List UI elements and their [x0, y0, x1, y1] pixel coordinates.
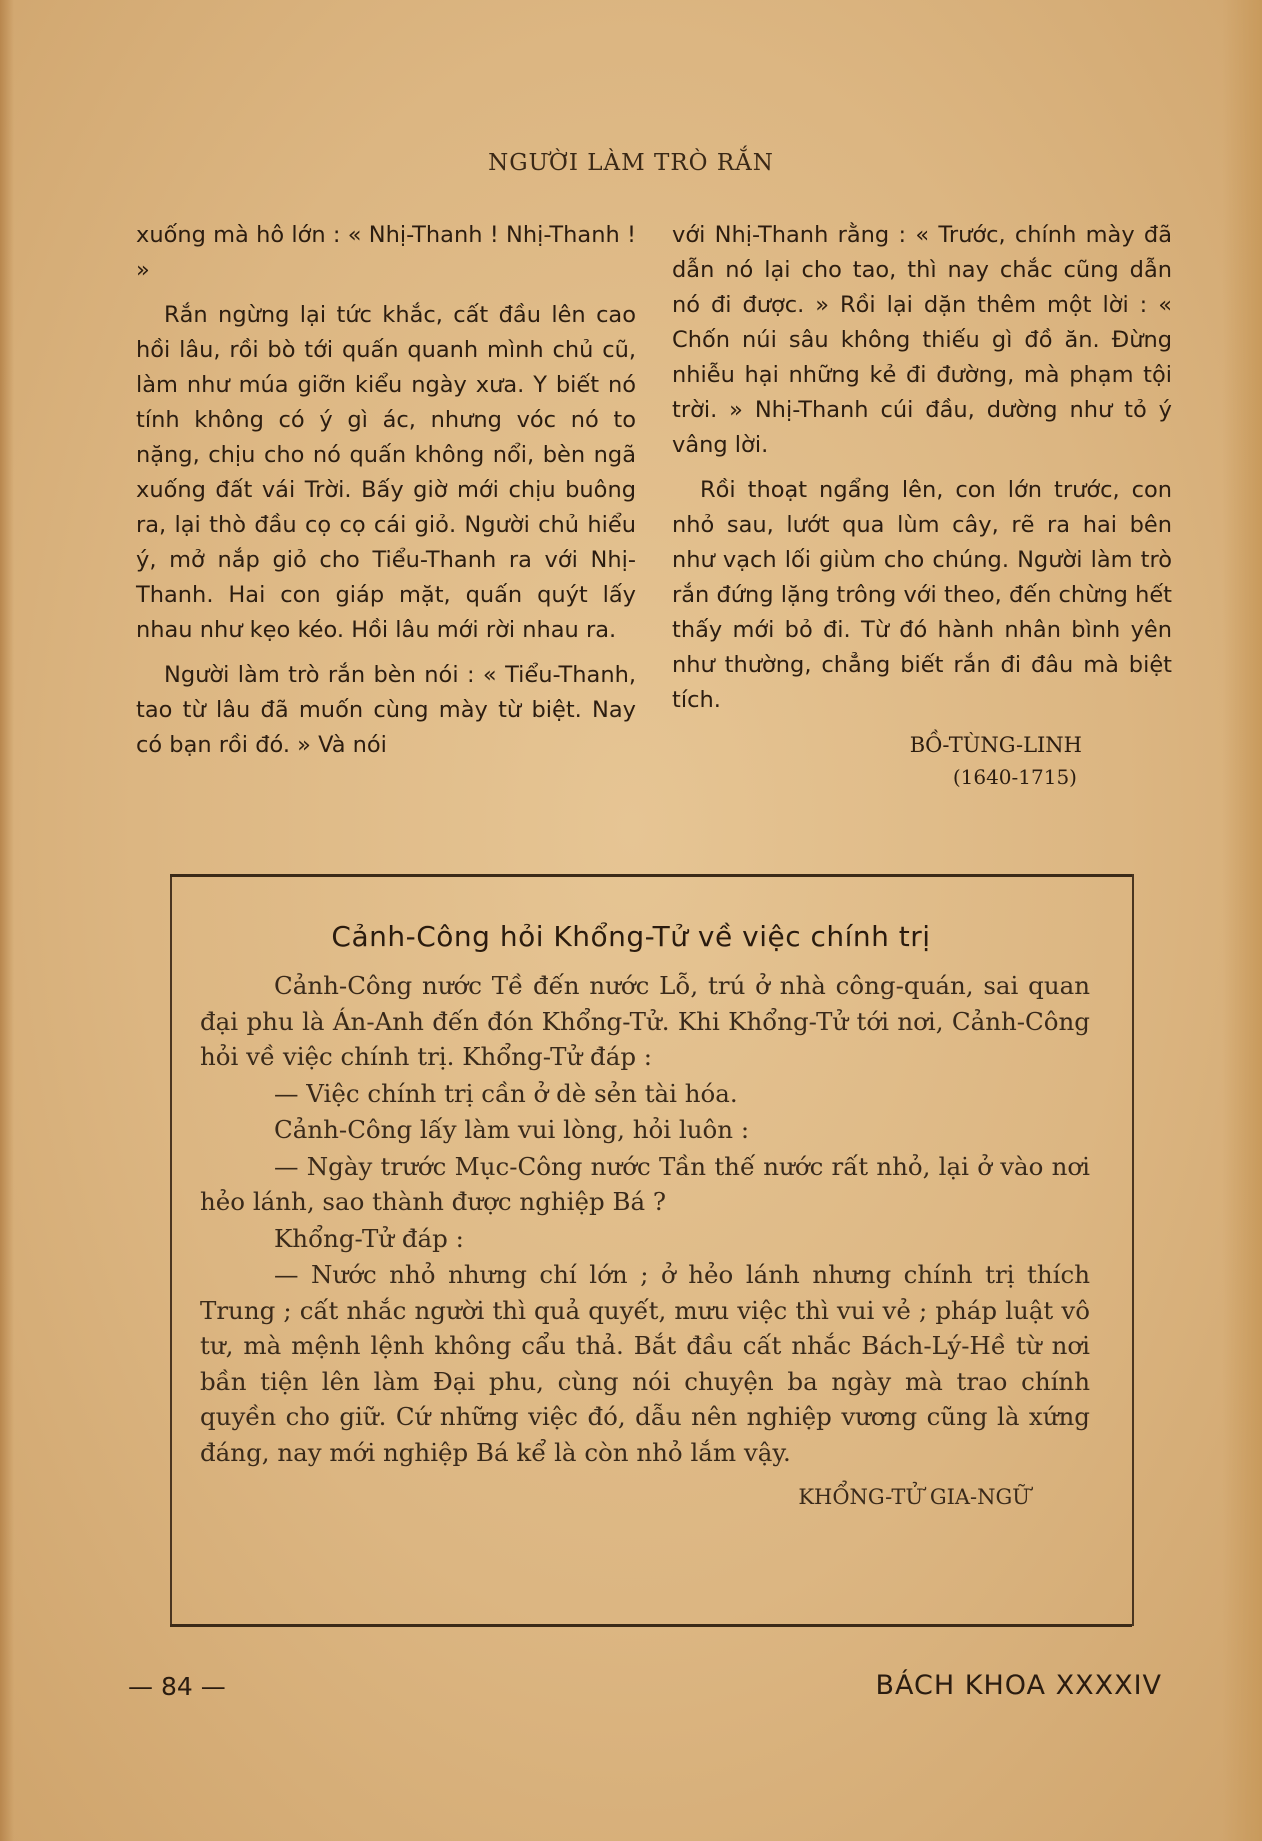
right-column	[672, 218, 1172, 792]
running-head: NGƯỜI LÀM TRÒ RẮN	[488, 150, 774, 176]
box-bottom-rule	[170, 1624, 1132, 1627]
left-paragraph-1: xuống mà hô lớn : « Nhị-Thanh ! Nhị-Thanh ! »	[136, 222, 636, 283]
box-paragraph-4: — Ngày trước Mục-Công nước Tần thế nước rất nhỏ, lại ở vào nơi hẻo lánh, sao thành được nghiệp Bá ?	[200, 1151, 1090, 1216]
left-paragraph-3: Người làm trò rắn bèn nói : « Tiểu-Thanh, tao từ lâu đã muốn cùng mày từ biệt. Nay có bạn rồi đó. » Và nói	[136, 662, 636, 758]
box-paragraph-5: Khổng-Tử đáp :	[274, 1223, 464, 1253]
journal-name: BÁCH KHOA XXXXIV	[875, 1670, 1162, 1701]
page-number: — 84 —	[128, 1672, 226, 1701]
left-column	[136, 218, 636, 773]
author-years: (1640-1715)	[952, 765, 1077, 789]
right-paragraph-2: Rồi thoạt ngẩng lên, con lớn trước, con nhỏ sau, lướt qua lùm cây, rẽ ra hai bên như vạch lối giùm cho chúng. Người làm trò rắn đứng lặng trông với theo, đến chừng hết thấy mới bỏ đi. Từ đó hành nhân bình yên như thường, chẳng biết rắn đi đâu mà biệt tích.	[672, 477, 1172, 713]
box-body	[200, 968, 1090, 1517]
author-name: BỒ-TÙNG-LINH	[909, 733, 1082, 757]
box-paragraph-3: Cảnh-Công lấy làm vui lòng, hỏi luôn :	[274, 1115, 750, 1144]
box-source: KHỔNG-TỬ GIA-NGỮ	[798, 1485, 1030, 1509]
box-paragraph-1: Cảnh-Công nước Tề đến nước Lỗ, trú ở nhà công-quán, sai quan đại phu là Án-Anh đến đón Khổng-Tử. Khi Khổng-Tử tới nơi, Cảnh-Công hỏi về việc chính trị. Khổng-Tử đáp :	[200, 971, 1090, 1071]
box-paragraph-6: — Nước nhỏ nhưng chí lớn ; ở hẻo lánh nhưng chính trị thích Trung ; cất nhắc người thì quả quyết, mưu việc thì vui vẻ ; pháp luật vô tư, mà mệnh lệnh không cẩu thả. Bắt đầu cất nhắc Bách-Lý-Hề từ nơi bần tiện lên làm Đại phu, cùng nói chuyện ba ngày mà trao chính quyền cho giữ. Cứ những việc đó, dẫu nên nghiệp vương cũng là xứng đáng, nay mới nghiệp Bá kể là còn nhỏ lắm vậy.	[200, 1260, 1090, 1467]
left-paragraph-2: Rắn ngừng lại tức khắc, cất đầu lên cao hồi lâu, rồi bò tới quấn quanh mình chủ cũ, làm như múa giỡn kiểu ngày xưa. Y biết nó tính không có ý gì ác, nhưng vóc nó to nặng, chịu cho nó quấn không nổi, bèn ngã xuống đất vái Trời. Bấy giờ mới chịu buông ra, lại thò đầu cọ cọ cái giỏ. Người chủ hiểu ý, mở nắp giỏ cho Tiểu-Thanh ra với Nhị-Thanh. Hai con giáp mặt, quấn quýt lấy nhau như kẹo kéo. Hồi lâu mới rời nhau ra.	[136, 302, 636, 643]
right-paragraph-1: với Nhị-Thanh rằng : « Trước, chính mày đã dẫn nó lại cho tao, thì nay chắc cũng dẫn nó đi được. » Rồi lại dặn thêm một lời : « Chốn núi sâu không thiếu gì đồ ăn. Đừng nhiễu hại những kẻ đi đường, mà phạm tội trời. » Nhị-Thanh cúi đầu, dường như tỏ ý vâng lời.	[672, 222, 1172, 458]
box-top-rule	[170, 874, 1132, 877]
box-paragraph-2: — Việc chính trị cần ở dè sẻn tài hóa.	[274, 1078, 738, 1108]
box-title: Cảnh-Công hỏi Khổng-Tử về việc chính trị	[331, 920, 931, 953]
